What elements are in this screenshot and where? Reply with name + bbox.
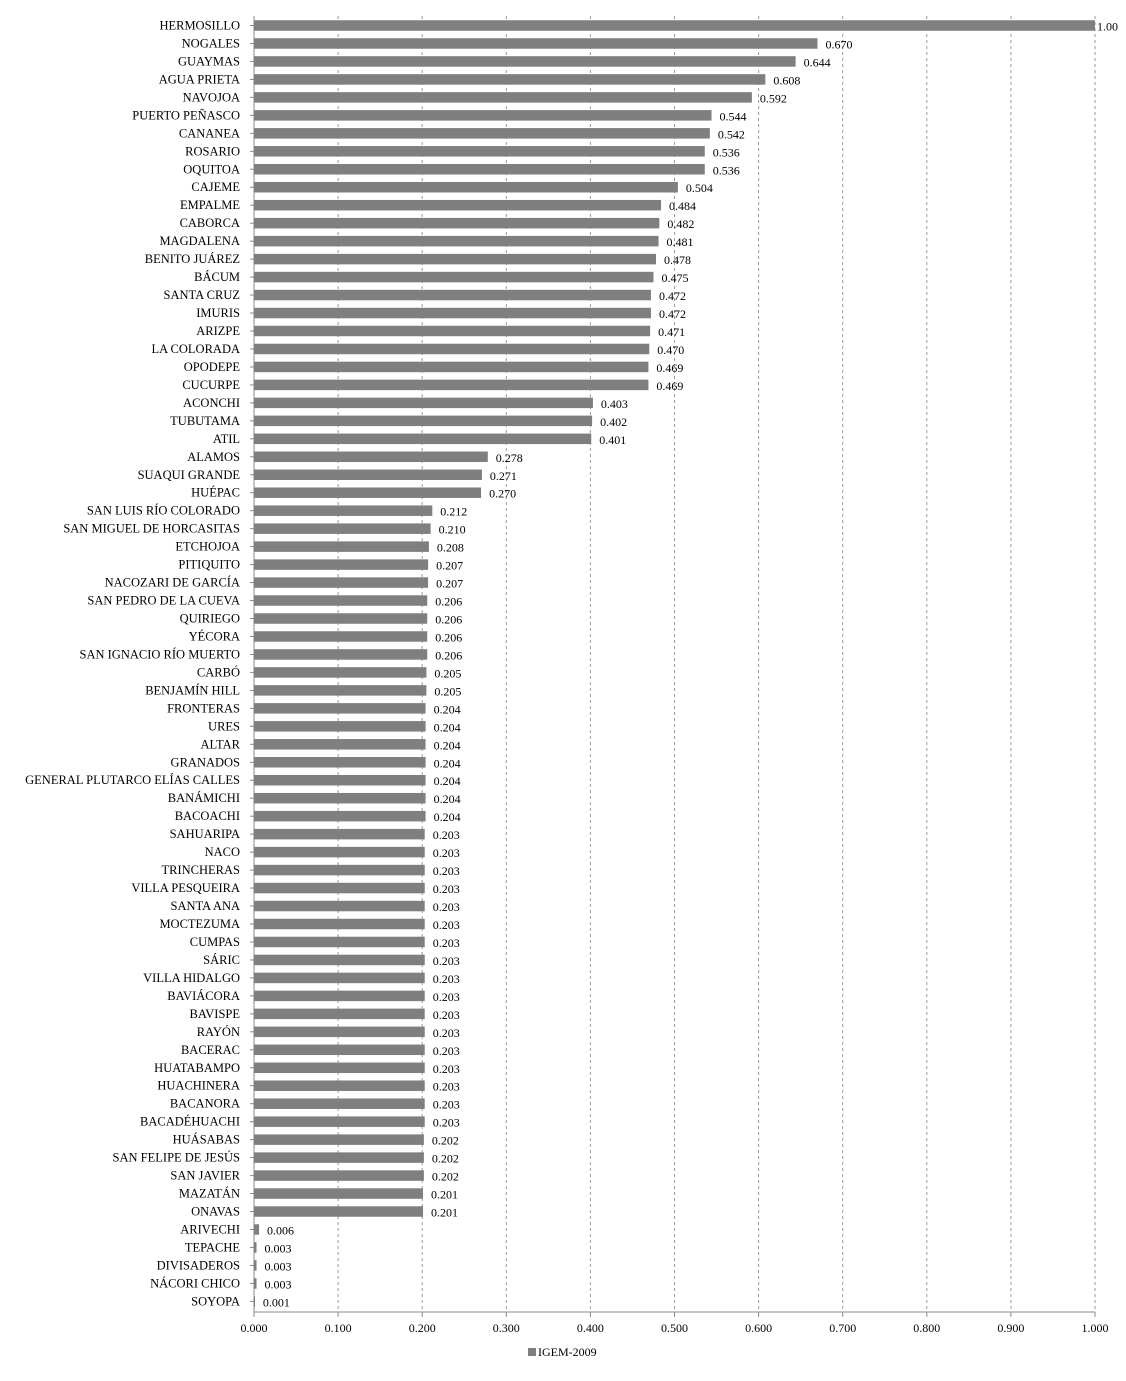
data-label: 0.203 (432, 1025, 460, 1040)
category-label: AGUA PRIETA (158, 72, 240, 87)
category-label: NACOZARI DE GARCÍA (104, 575, 240, 590)
category-label: CABORCA (179, 216, 240, 231)
x-tick-label: 0.400 (576, 1321, 604, 1335)
bar (254, 595, 427, 606)
category-label: SANTA CRUZ (163, 288, 240, 303)
category-label: PITIQUITO (178, 557, 240, 572)
x-tick-label: 1.000 (1081, 1321, 1109, 1335)
bar (254, 128, 710, 139)
data-label: 0.205 (434, 684, 462, 699)
bar (254, 667, 426, 678)
data-label: 0.203 (432, 935, 460, 950)
bar (254, 613, 427, 624)
data-label: 0.204 (433, 810, 461, 825)
data-label: 0.208 (436, 540, 464, 555)
category-label: SAN LUIS RÍO COLORADO (86, 503, 240, 518)
data-label: 1.00 (1097, 19, 1118, 34)
data-label: 0.204 (433, 792, 461, 807)
bar (254, 775, 426, 786)
data-label: 0.203 (432, 1007, 460, 1022)
bar (254, 1152, 424, 1163)
bar (254, 829, 425, 840)
data-label: 0.203 (432, 989, 460, 1004)
data-label: 0.203 (432, 882, 460, 897)
bar (254, 937, 425, 948)
category-label: NAVOJOA (182, 90, 240, 105)
bar (254, 38, 817, 49)
category-label: SAN FELIPE DE JESÚS (112, 1150, 240, 1165)
data-label: 0.402 (600, 414, 628, 429)
data-label: 0.478 (663, 253, 691, 268)
category-label: CARBÓ (196, 665, 240, 680)
bar (254, 1278, 257, 1289)
bar (254, 164, 705, 175)
category-label: SAN PEDRO DE LA CUEVA (87, 593, 240, 608)
bar (254, 380, 648, 391)
data-label: 0.475 (661, 271, 689, 286)
bar (254, 1242, 257, 1253)
data-label: 0.544 (719, 109, 747, 124)
category-label: CAJEME (191, 180, 240, 195)
bar (254, 1206, 423, 1217)
category-label: HERMOSILLO (159, 18, 240, 33)
bar (254, 254, 656, 264)
category-label: VILLA PESQUEIRA (131, 881, 240, 896)
bar (254, 505, 432, 516)
data-label: 0.203 (432, 918, 460, 932)
data-label: 0.472 (658, 307, 686, 322)
category-label: PUERTO PEÑASCO (132, 108, 240, 123)
category-label: CANANEA (178, 126, 240, 141)
bar (254, 577, 428, 588)
category-label: HUATABAMPO (154, 1060, 240, 1075)
data-label: 0.204 (433, 738, 461, 753)
category-label: SAN IGNACIO RÍO MUERTO (79, 647, 240, 662)
x-tick-label: 0.100 (324, 1321, 352, 1335)
category-label: BACANORA (169, 1096, 240, 1111)
data-label: 0.469 (656, 378, 684, 393)
category-label: GENERAL PLUTARCO ELÍAS CALLES (25, 773, 240, 788)
bar (254, 1080, 425, 1091)
data-label: 0.203 (432, 953, 460, 968)
bar (254, 290, 651, 301)
data-label: 0.210 (438, 522, 466, 537)
category-label: NÁCORI CHICO (150, 1276, 240, 1291)
data-label: 0.536 (712, 145, 740, 160)
bar (254, 793, 426, 804)
data-label: 0.206 (435, 594, 463, 609)
bar (254, 1098, 425, 1109)
data-label: 0.203 (432, 900, 460, 915)
bar (254, 883, 425, 894)
category-label: MAZATÁN (178, 1186, 240, 1201)
bar (254, 272, 653, 283)
category-label: MOCTEZUMA (159, 917, 240, 931)
category-label: SOYOPA (191, 1294, 240, 1309)
bar (254, 308, 651, 319)
data-label: 0.536 (712, 163, 740, 178)
category-label: SANTA ANA (170, 899, 240, 914)
data-label: 0.207 (436, 558, 464, 573)
bar (254, 236, 659, 247)
x-tick-label: 0.000 (240, 1321, 268, 1335)
category-label: VILLA HIDALGO (143, 970, 240, 985)
bar (254, 470, 482, 481)
category-label: RAYÓN (196, 1024, 240, 1039)
bar (254, 739, 426, 750)
category-label: SUAQUI GRANDE (137, 467, 240, 482)
bar (254, 1170, 424, 1181)
data-label: 0.204 (433, 720, 461, 735)
data-label: 0.670 (825, 37, 853, 52)
data-label: 0.270 (489, 486, 517, 501)
bar (254, 973, 425, 984)
category-label: CUCURPE (182, 377, 240, 392)
bar (254, 1009, 425, 1020)
bar (254, 20, 1095, 31)
data-label: 0.201 (431, 1205, 459, 1220)
data-label: 0.202 (431, 1169, 459, 1184)
category-label: HUACHINERA (157, 1078, 240, 1093)
bar (254, 901, 425, 912)
category-label: ROSARIO (185, 144, 240, 159)
legend-label: IGEM-2009 (538, 1345, 597, 1359)
bar (254, 1188, 423, 1199)
category-label: TRINCHERAS (161, 863, 240, 878)
category-label: TEPACHE (184, 1240, 240, 1255)
bar (254, 919, 425, 930)
category-label: BENJAMÍN HILL (145, 683, 240, 698)
data-label: 0.203 (432, 846, 460, 861)
bar (254, 991, 425, 1002)
data-label: 0.206 (435, 612, 463, 627)
bar (254, 865, 425, 876)
x-tick-label: 0.500 (661, 1321, 688, 1335)
data-label: 0.202 (431, 1151, 459, 1166)
x-tick-label: 0.800 (913, 1321, 941, 1335)
bar (254, 182, 678, 193)
data-label: 0.207 (436, 576, 464, 591)
bar (254, 1116, 425, 1127)
bar (254, 1063, 425, 1074)
category-label: IMURIS (196, 306, 240, 321)
category-label: HUÉPAC (191, 485, 240, 500)
category-label: YÉCORA (188, 629, 240, 644)
category-label: BACERAC (180, 1042, 240, 1057)
data-label: 0.204 (433, 756, 461, 771)
x-tick-label: 0.900 (997, 1321, 1025, 1335)
category-label: ONAVAS (191, 1204, 240, 1219)
bar (254, 649, 427, 660)
bar (254, 218, 659, 229)
category-label: OPODEPE (183, 359, 240, 374)
category-label: BENITO JUÁREZ (144, 252, 240, 267)
data-label: 0.202 (431, 1133, 459, 1148)
data-label: 0.278 (495, 450, 523, 465)
data-label: 0.204 (433, 774, 461, 789)
data-label: 0.471 (658, 324, 686, 339)
bar (254, 1134, 424, 1145)
bar (254, 200, 661, 211)
category-label: SAN JAVIER (170, 1168, 240, 1183)
category-label: SAN MIGUEL DE HORCASITAS (63, 521, 240, 536)
data-label: 0.201 (431, 1187, 459, 1202)
bar (254, 326, 650, 337)
bar (254, 92, 752, 103)
category-label: ALAMOS (187, 449, 240, 464)
x-tick-label: 0.200 (408, 1321, 436, 1335)
category-label: NACO (204, 845, 240, 860)
bar (254, 559, 428, 570)
data-label: 0.203 (432, 828, 460, 843)
bar (254, 1224, 259, 1235)
category-label: NOGALES (181, 36, 240, 51)
bar (254, 703, 426, 714)
bar (254, 110, 712, 121)
data-label: 0.542 (717, 127, 745, 142)
category-label: GUAYMAS (177, 54, 240, 69)
bar (254, 955, 425, 966)
category-label: HUÁSABAS (172, 1132, 240, 1147)
data-label: 0.403 (600, 396, 628, 411)
bar (254, 56, 796, 67)
category-label: GRANADOS (170, 755, 240, 770)
category-label: ACONCHI (183, 395, 240, 410)
bar (254, 344, 649, 355)
category-label: URES (208, 719, 240, 734)
bar (254, 1027, 425, 1038)
data-label: 0.204 (433, 702, 461, 717)
x-tick-label: 0.700 (829, 1321, 857, 1335)
data-label: 0.001 (262, 1295, 290, 1310)
bar (254, 74, 765, 85)
category-label: ALTAR (200, 737, 240, 752)
data-label: 0.401 (599, 432, 627, 447)
category-label: QUIRIEGO (179, 611, 240, 626)
bar (254, 541, 429, 552)
data-label: 0.203 (432, 1061, 460, 1076)
data-label: 0.206 (435, 630, 463, 645)
category-label: ARIVECHI (180, 1222, 240, 1237)
data-label: 0.469 (656, 360, 684, 375)
bar (254, 487, 481, 498)
data-label: 0.203 (432, 864, 460, 879)
bar (254, 523, 431, 534)
data-label: 0.271 (489, 468, 517, 483)
data-label: 0.608 (773, 73, 801, 88)
data-label: 0.203 (432, 971, 460, 986)
bar (254, 1260, 257, 1271)
data-label: 0.203 (432, 1043, 460, 1058)
data-label: 0.203 (432, 1115, 460, 1130)
data-label: 0.482 (667, 217, 695, 232)
data-label: 0.206 (435, 648, 463, 663)
data-label: 0.205 (434, 666, 462, 681)
category-label: BACOACHI (174, 809, 240, 824)
category-label: ATIL (212, 431, 240, 446)
category-label: EMPALME (180, 198, 240, 213)
data-label: 0.470 (657, 342, 685, 357)
category-label: BACADÉHUACHI (140, 1114, 240, 1129)
category-label: CUMPAS (189, 934, 240, 949)
data-label: 0.003 (264, 1241, 292, 1256)
data-label: 0.504 (685, 181, 713, 196)
bar (254, 631, 427, 642)
category-label: SÁRIC (203, 952, 240, 967)
category-label: BAVISPE (189, 1006, 240, 1021)
data-label: 0.481 (666, 235, 694, 250)
data-label: 0.003 (264, 1259, 292, 1274)
category-label: ARIZPE (196, 323, 240, 338)
category-label: BANÁMICHI (167, 791, 240, 806)
data-label: 0.644 (803, 55, 831, 70)
data-label: 0.484 (669, 199, 697, 214)
category-label: LA COLORADA (151, 341, 240, 356)
bar (254, 146, 705, 157)
data-label: 0.203 (432, 1097, 460, 1112)
data-label: 0.212 (440, 504, 468, 519)
bar (254, 416, 592, 427)
bar (254, 721, 426, 732)
category-label: TUBUTAMA (170, 413, 240, 428)
category-label: MAGDALENA (159, 234, 240, 249)
category-label: BÁCUM (194, 270, 240, 285)
bar (254, 362, 648, 373)
x-tick-label: 0.600 (745, 1321, 773, 1335)
bar (254, 757, 426, 768)
category-label: SAHUARIPA (169, 827, 240, 842)
category-label: BAVIÁCORA (167, 988, 240, 1003)
bar (254, 398, 593, 409)
bar (254, 685, 426, 696)
legend-swatch (528, 1348, 536, 1356)
bar (254, 434, 591, 445)
data-label: 0.003 (264, 1277, 292, 1292)
bar (254, 452, 488, 463)
category-label: OQUITOA (183, 162, 240, 177)
bar (254, 1296, 255, 1307)
data-label: 0.203 (432, 1079, 460, 1094)
x-tick-label: 0.300 (492, 1321, 520, 1335)
data-label: 0.592 (759, 91, 787, 106)
bar (254, 811, 426, 822)
bar (254, 847, 425, 858)
category-label: ETCHOJOA (175, 539, 240, 554)
category-label: FRONTERAS (167, 701, 240, 716)
data-label: 0.472 (658, 289, 686, 304)
category-label: DIVISADEROS (156, 1258, 240, 1273)
bar (254, 1045, 425, 1056)
data-label: 0.006 (267, 1223, 295, 1238)
